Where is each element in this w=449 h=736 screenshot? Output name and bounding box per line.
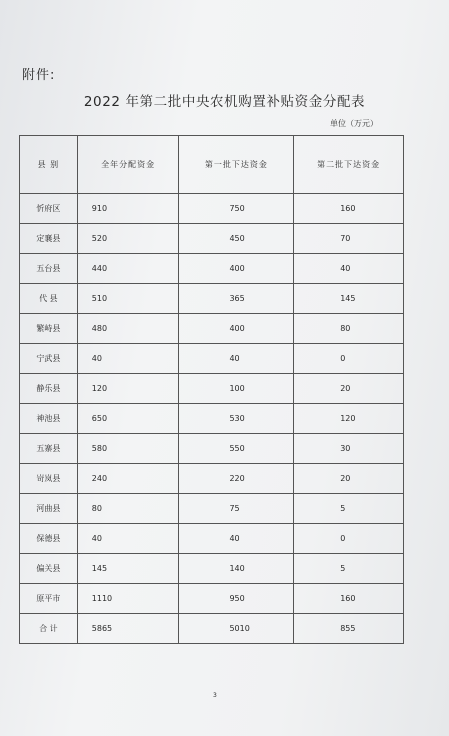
annual-allocation-cell: 650 <box>77 404 179 434</box>
second-batch-cell: 0 <box>294 344 404 374</box>
second-batch-cell: 30 <box>294 434 404 464</box>
second-batch-cell: 20 <box>294 464 404 494</box>
first-batch-cell: 140 <box>179 554 294 584</box>
county-cell: 神池县 <box>20 404 78 434</box>
page-number: 3 <box>213 692 217 699</box>
first-batch-cell: 100 <box>179 374 294 404</box>
second-batch-cell: 0 <box>294 524 404 554</box>
first-batch-cell: 950 <box>179 584 294 614</box>
table-row <box>20 524 404 554</box>
annual-allocation-cell: 480 <box>77 314 179 344</box>
county-cell: 静乐县 <box>20 374 78 404</box>
annual-allocation-cell: 510 <box>77 284 179 314</box>
second-batch-cell: 5 <box>294 494 404 524</box>
header-first-batch: 第一批下达资金 <box>179 136 294 194</box>
second-batch-cell: 855 <box>294 614 404 644</box>
table-row <box>20 554 404 584</box>
county-cell: 保德县 <box>20 524 78 554</box>
table-row <box>20 494 404 524</box>
annual-allocation-cell: 80 <box>77 494 179 524</box>
annual-allocation-cell: 40 <box>77 344 179 374</box>
second-batch-cell: 40 <box>294 254 404 284</box>
first-batch-cell: 40 <box>179 524 294 554</box>
unit-label: 单位（万元） <box>330 119 378 128</box>
first-batch-cell: 5010 <box>179 614 294 644</box>
header-annual-allocation: 全年分配资金 <box>77 136 179 194</box>
annual-allocation-cell: 120 <box>77 374 179 404</box>
table-row <box>20 284 404 314</box>
table-row <box>20 314 404 344</box>
second-batch-cell: 160 <box>294 194 404 224</box>
document-title: 2022 年第二批中央农机购置补贴资金分配表 <box>83 94 366 110</box>
second-batch-cell: 70 <box>294 224 404 254</box>
table-row <box>20 194 404 224</box>
table-header-row <box>20 136 404 194</box>
first-batch-cell: 40 <box>179 344 294 374</box>
second-batch-cell: 145 <box>294 284 404 314</box>
attachment-label: 附件: <box>22 68 56 83</box>
table-row <box>20 404 404 434</box>
first-batch-cell: 365 <box>179 284 294 314</box>
county-cell: 偏关县 <box>20 554 78 584</box>
second-batch-cell: 80 <box>294 314 404 344</box>
table-row <box>20 344 404 374</box>
annual-allocation-cell: 1110 <box>77 584 179 614</box>
county-cell: 宁武县 <box>20 344 78 374</box>
second-batch-cell: 120 <box>294 404 404 434</box>
annual-allocation-cell: 440 <box>77 254 179 284</box>
county-cell: 五台县 <box>20 254 78 284</box>
county-cell: 原平市 <box>20 584 78 614</box>
table-body <box>20 194 404 644</box>
annual-allocation-cell: 520 <box>77 224 179 254</box>
table-row <box>20 374 404 404</box>
first-batch-cell: 530 <box>179 404 294 434</box>
annual-allocation-cell: 240 <box>77 464 179 494</box>
header-second-batch: 第二批下达资金 <box>294 136 404 194</box>
first-batch-cell: 550 <box>179 434 294 464</box>
second-batch-cell: 20 <box>294 374 404 404</box>
county-cell: 定襄县 <box>20 224 78 254</box>
county-cell: 繁峙县 <box>20 314 78 344</box>
county-cell: 五寨县 <box>20 434 78 464</box>
table-row <box>20 224 404 254</box>
first-batch-cell: 220 <box>179 464 294 494</box>
first-batch-cell: 450 <box>179 224 294 254</box>
annual-allocation-cell: 910 <box>77 194 179 224</box>
first-batch-cell: 75 <box>179 494 294 524</box>
annual-allocation-cell: 145 <box>77 554 179 584</box>
first-batch-cell: 400 <box>179 314 294 344</box>
county-cell: 合 计 <box>20 614 78 644</box>
header-county: 县 别 <box>20 136 78 194</box>
annual-allocation-cell: 40 <box>77 524 179 554</box>
second-batch-cell: 5 <box>294 554 404 584</box>
annual-allocation-cell: 580 <box>77 434 179 464</box>
table-row <box>20 464 404 494</box>
second-batch-cell: 160 <box>294 584 404 614</box>
table-row <box>20 254 404 284</box>
annual-allocation-cell: 5865 <box>77 614 179 644</box>
first-batch-cell: 750 <box>179 194 294 224</box>
first-batch-cell: 400 <box>179 254 294 284</box>
county-cell: 代 县 <box>20 284 78 314</box>
allocation-table <box>19 135 404 644</box>
county-cell: 岢岚县 <box>20 464 78 494</box>
table-row <box>20 584 404 614</box>
county-cell: 忻府区 <box>20 194 78 224</box>
county-cell: 河曲县 <box>20 494 78 524</box>
table-row <box>20 434 404 464</box>
table-row <box>20 614 404 644</box>
